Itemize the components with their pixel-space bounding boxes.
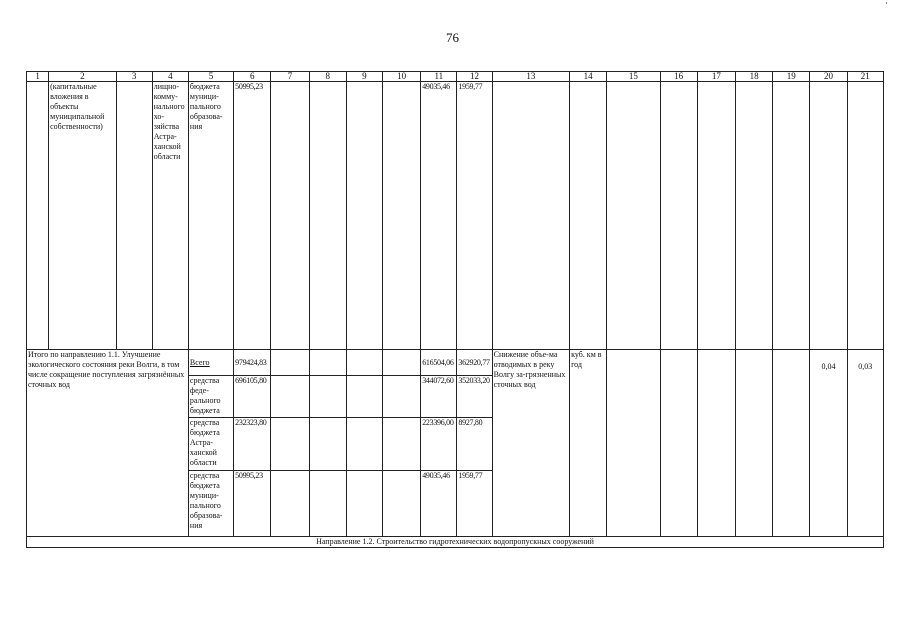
cell-funding-source: Всего [188,350,233,376]
cell-funding-source: средства бюджета муници-пального образова-ния [188,471,233,537]
cell-agency: лищно-комму-нального хо-зяйства Астра-ханской области [152,82,188,350]
cell-value: 50995,23 [234,471,271,537]
column-number-row [27,72,884,82]
cell-value: 1959,77 [457,82,492,350]
col-header: 12 [457,72,492,82]
cell-total-label: Итого по направлению 1.1. Улучшение экологического состояния реки Волги, в том числе сокращение поступления загрязнённых сточных вод [27,350,189,537]
cell-funding-source: средства бюджета Астра-ханской области [188,418,233,471]
col-header: 2 [49,72,116,82]
cell-value: 362920,77 [457,350,492,376]
cell-value: 344072,60 [421,376,457,418]
cell-value: 8927,80 [457,418,492,471]
page-number: 76 [446,30,459,45]
col-header: 11 [421,72,457,82]
col-header: 18 [735,72,772,82]
section-caption-row [27,537,884,548]
col-header: 4 [152,72,188,82]
col-header: 13 [492,72,569,82]
cell-funding-source: средства феде-рального бюджета [188,376,233,418]
cell-indicator: Снижение объе-ма отводимых в реку Волгу за-грязненных сточных вод [492,350,569,537]
cell-value: 49035,46 [421,82,457,350]
table-row [27,82,884,350]
col-header: 16 [660,72,697,82]
cell-value: 352033,20 [457,376,492,418]
col-header: 21 [847,72,883,82]
col-header: 3 [116,72,152,82]
cell-value: 223396,00 [421,418,457,471]
col-header: 20 [810,72,847,82]
col-header: 9 [346,72,382,82]
col-header: 7 [271,72,309,82]
cell-value: 1959,77 [457,471,492,537]
col-header: 6 [234,72,271,82]
col-header: 5 [188,72,233,82]
cell-value: 0,04 [810,350,847,537]
col-header: 10 [383,72,421,82]
col-header: 15 [607,72,660,82]
col-header: 1 [27,72,49,82]
table-row [27,350,884,376]
cell-value: 232323,80 [234,418,271,471]
cell-unit: куб. км в год [570,350,607,537]
program-table [26,71,884,548]
col-header: 14 [570,72,607,82]
cell-value: 979424,83 [234,350,271,376]
col-header: 8 [309,72,346,82]
cell-value: 0,03 [847,350,883,537]
cell-value: 50995,23 [234,82,271,350]
col-header: 17 [697,72,735,82]
scan-mark [886,2,887,4]
cell-value: 616504,06 [421,350,457,376]
cell-value: 696105,80 [234,376,271,418]
col-header: 19 [773,72,810,82]
cell-value: 49035,46 [421,471,457,537]
section-caption: Направление 1.2. Строительство гидротехнических водопропускных сооружений [27,537,884,548]
cell-object-type: (капитальные вложения в объекты муниципальной собственности) [49,82,116,350]
cell-funding-source: бюджета муници-пального образова-ния [188,82,233,350]
